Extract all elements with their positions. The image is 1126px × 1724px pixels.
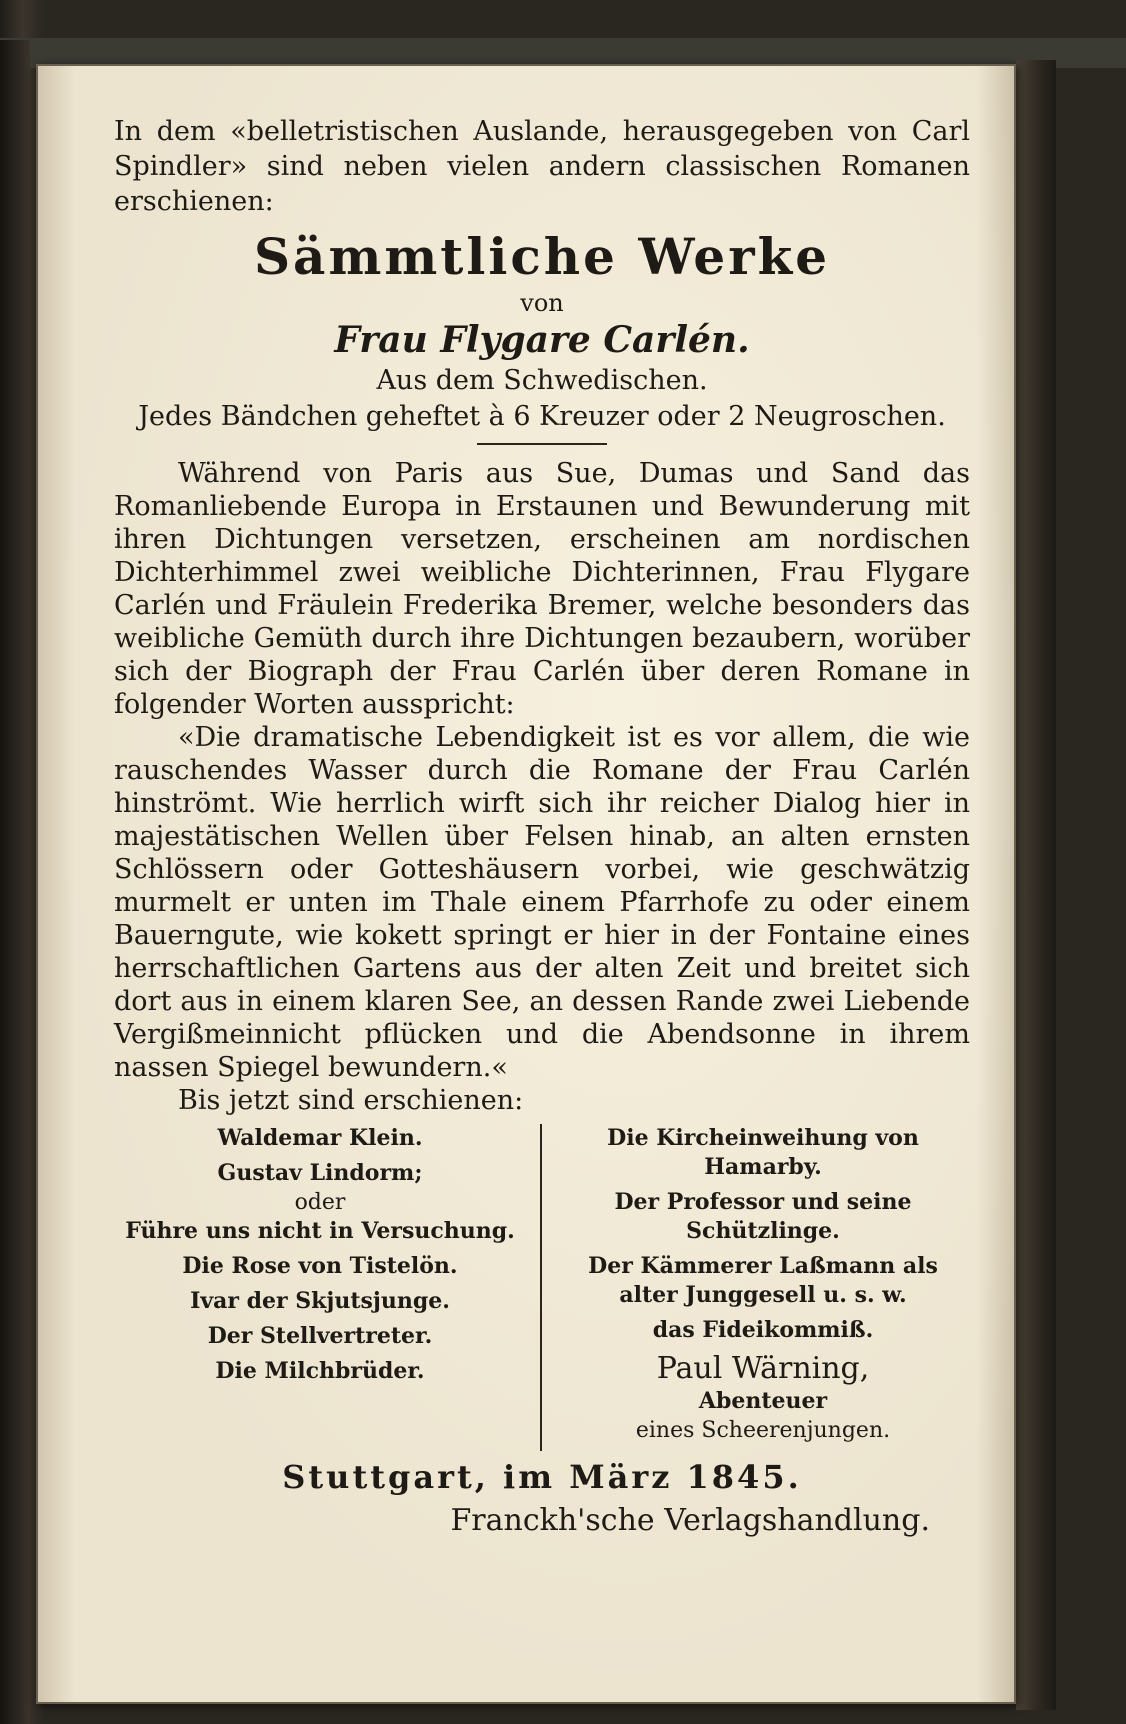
list-item: eines Scheerenjungen.	[635, 1418, 891, 1443]
list-item: Der Kämmerer Laßmann als alter Junggesell u. s. w.	[588, 1253, 938, 1308]
list-item: oder	[294, 1190, 346, 1215]
author-name: Frau Flygare Carlén.	[334, 319, 750, 361]
translation-note: Aus dem Schwedischen.	[376, 365, 708, 396]
list-item: Abenteuer	[698, 1388, 828, 1414]
list-item: Die Milchbrüder.	[215, 1358, 425, 1384]
book-page	[36, 64, 1016, 1704]
page-title: Sämmtliche Werke	[253, 227, 831, 286]
page-stack-edge	[1016, 60, 1056, 1710]
available-heading: Bis jetzt sind erschienen:	[178, 1085, 524, 1116]
spine-shadow	[0, 40, 30, 1724]
list-item: Führe uns nicht in Versuchung.	[125, 1218, 515, 1244]
divider-rule	[477, 443, 607, 445]
list-item: Paul Wärning,	[656, 1351, 870, 1386]
price-note: Jedes Bändchen geheftet à 6 Kreuzer oder 2 Neugroschen.	[138, 401, 946, 432]
titles-right-column	[542, 1124, 970, 1451]
paragraph-quote: «Die dramatische Lebendigkeit ist es vor allem, die wie rauschendes Wasser durch die Romane der Frau Carlén hinströmt. Wie herrlich wirft sich ihr reicher Dialog hier in majestätischen Wellen über Felsen hinab, an alten ernsten Schlössern oder Gotteshäusern vorbei, wie geschwätzig murmelt er unten im Thale einem Pfarrhofe zu oder einem Bauerngute, wie kokett springt er hier in der Fontaine eines herrschaftlichen Gartens aus der alten Zeit und breitet sich dort aus in einem klaren See, an dessen Rande zwei Liebende Vergißmeinnicht pflücken und die Abendsonne in ihrem nassen Spiegel bewundern.«	[114, 722, 970, 1083]
list-item: Ivar der Skjutsjunge.	[190, 1288, 450, 1314]
place-date: Stuttgart, im März 1845.	[282, 1458, 802, 1496]
by-word: von	[520, 289, 564, 317]
list-item: das Fideikommiß.	[652, 1317, 874, 1343]
publisher-name: Franckh'sche Verlagshandlung.	[450, 1503, 930, 1538]
list-item: Die Kircheinweihung von Hamarby.	[607, 1125, 919, 1180]
paragraph-intro: Während von Paris aus Sue, Dumas und Sand das Romanliebende Europa in Erstaunen und Bewunderung mit ihren Dichtungen versetzen, erscheinen am nordischen Dichterhimmel zwei weibliche Dichterinnen, Frau Flygare Carlén und Fräulein Frederika Bremer, welche besonders das weibliche Gemüth durch ihre Dichtungen bezaubern, worüber sich der Biograph der Frau Carlén über deren Romane in folgender Worten ausspricht:	[114, 458, 970, 720]
titles-columns	[114, 1124, 970, 1451]
list-item: Gustav Lindorm;	[217, 1160, 423, 1186]
list-item: Der Professor und seine Schützlinge.	[614, 1189, 912, 1244]
list-item: Waldemar Klein.	[217, 1125, 423, 1151]
page-content	[114, 114, 970, 1543]
intro-text: In dem «belletristischen Auslande, herausgegeben von Carl Spindler» sind neben vielen andern classischen Romanen erschienen:	[114, 116, 970, 217]
list-item: Der Stellvertreter.	[207, 1323, 433, 1349]
list-item: Die Rose von Tistelön.	[182, 1253, 458, 1279]
titles-left-column	[114, 1124, 542, 1451]
